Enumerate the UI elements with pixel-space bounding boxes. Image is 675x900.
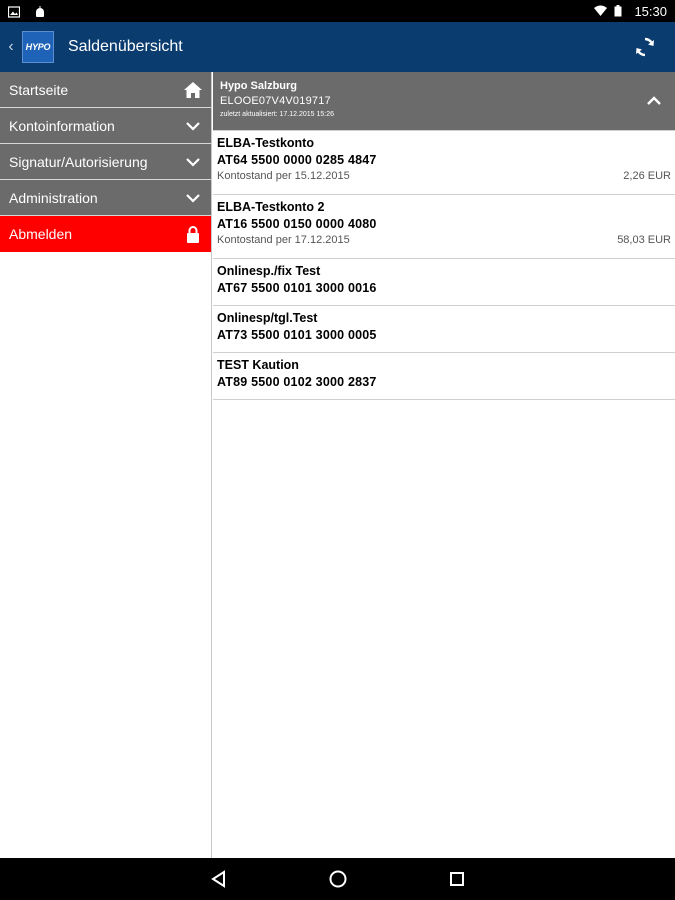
bank-header[interactable] [213, 72, 675, 131]
chevron-down-icon [183, 116, 203, 136]
page-title: Saldenübersicht [68, 38, 183, 55]
balance-amount: 2,26 EUR [623, 170, 671, 182]
sidebar-item-startseite[interactable] [0, 72, 211, 108]
sidebar-item-administration[interactable] [0, 180, 211, 216]
account-iban: AT73 5500 0101 3000 0005 [217, 328, 377, 342]
home-circle-icon [328, 869, 348, 889]
account-row[interactable] [213, 353, 675, 400]
sidebar-item-label: Kontoinformation [9, 117, 115, 134]
account-name: Onlinesp./fix Test [217, 264, 321, 278]
account-iban: AT89 5500 0102 3000 2837 [217, 375, 377, 389]
back-chevron-icon[interactable]: ‹ [8, 38, 14, 55]
hypo-logo[interactable] [22, 31, 54, 63]
recents-square-icon [448, 870, 466, 888]
account-name: TEST Kaution [217, 358, 299, 372]
recents-button[interactable] [445, 867, 469, 891]
account-name: Onlinesp/tgl.Test [217, 311, 318, 325]
bank-id: ELOOE07V4V019717 [220, 95, 331, 107]
home-icon [183, 80, 203, 100]
sidebar-item-abmelden[interactable] [0, 216, 211, 252]
account-iban: AT64 5500 0000 0285 4847 [217, 153, 377, 167]
android-notification-icon [34, 5, 46, 17]
account-iban: AT16 5500 0150 0000 4080 [217, 217, 377, 231]
accounts-panel [213, 72, 675, 858]
gallery-notification-icon [8, 5, 20, 17]
chevron-up-icon[interactable] [645, 92, 663, 110]
bank-name: Hypo Salzburg [220, 80, 298, 92]
sidebar [0, 72, 212, 858]
lock-icon [183, 224, 203, 244]
app-bar [0, 22, 675, 72]
account-row[interactable] [213, 259, 675, 306]
refresh-icon [633, 35, 657, 59]
logo-text: HYPO [25, 42, 51, 52]
back-button[interactable] [207, 867, 231, 891]
sidebar-item-label: Administration [9, 189, 98, 206]
chevron-down-icon [183, 188, 203, 208]
sidebar-item-kontoinformation[interactable] [0, 108, 211, 144]
battery-icon [614, 5, 626, 17]
chevron-down-icon [183, 152, 203, 172]
balance-date: Kontostand per 17.12.2015 [217, 234, 350, 246]
account-iban: AT67 5500 0101 3000 0016 [217, 281, 377, 295]
home-button[interactable] [326, 867, 350, 891]
account-row[interactable] [213, 131, 675, 195]
balance-amount: 58,03 EUR [617, 234, 671, 246]
sidebar-item-label: Abmelden [9, 226, 73, 242]
balance-date: Kontostand per 15.12.2015 [217, 170, 350, 182]
refresh-button[interactable] [631, 33, 659, 61]
sidebar-item-label: Signatur/Autorisierung [9, 153, 148, 170]
sidebar-item-label: Startseite [9, 81, 69, 98]
account-name: ELBA-Testkonto 2 [217, 200, 325, 214]
system-nav-bar [0, 858, 675, 900]
wifi-icon [594, 5, 606, 17]
back-triangle-icon [210, 870, 228, 888]
account-name: ELBA-Testkonto [217, 136, 314, 150]
status-time: 15:30 [634, 3, 667, 19]
last-updated: zuletzt aktualisiert: 17.12.2015 15:26 [220, 111, 335, 118]
account-row[interactable] [213, 306, 675, 353]
status-bar [0, 0, 675, 22]
sidebar-item-signatur[interactable] [0, 144, 211, 180]
account-row[interactable] [213, 195, 675, 259]
